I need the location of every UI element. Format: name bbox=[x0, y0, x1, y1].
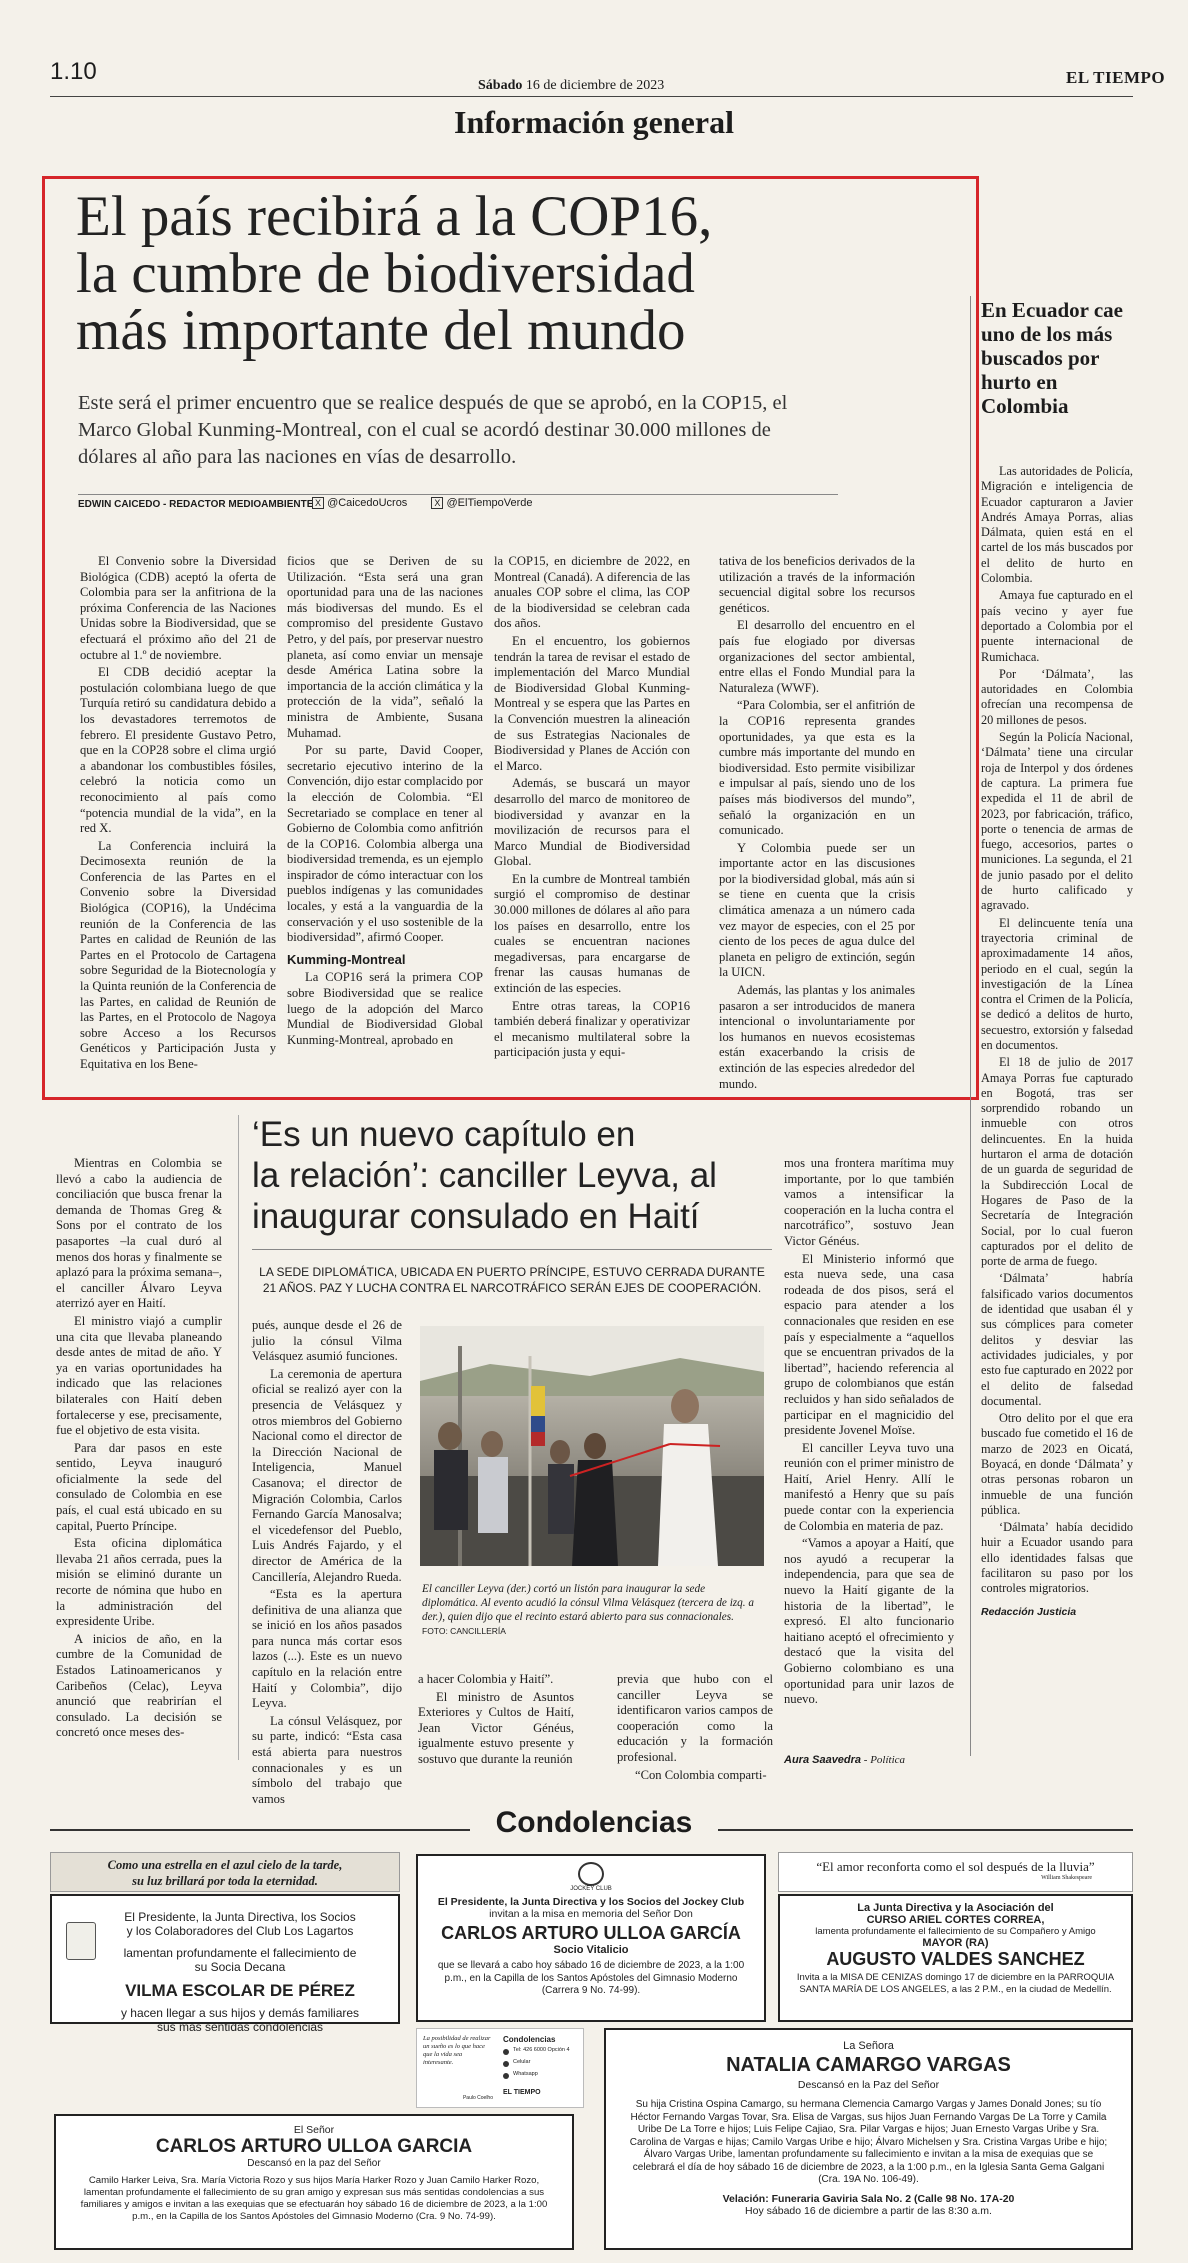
text-line: invitan a la misa en memoria del Señor Don bbox=[489, 1908, 693, 1920]
main-col-2 bbox=[287, 554, 483, 1050]
text-line: CURSO ARIEL CORTES CORREA, bbox=[866, 1914, 1045, 1926]
page-number: 1.10 bbox=[50, 58, 97, 85]
byline-handles bbox=[312, 497, 532, 509]
jockey-logo-icon bbox=[578, 1862, 604, 1886]
signature-section: - Política bbox=[863, 1754, 906, 1766]
paragraph: Otro delito por el que era buscado fue cometido el 16 de marzo de 2023 en Oicatá, Boyacá, en donde ‘Dálmata’ y otras personas robaron un inmueble de una función pública. bbox=[981, 1411, 1133, 1517]
haiti-headline-line: inaugurar consulado en Haití bbox=[252, 1197, 700, 1236]
ad-line: Tel: 426 6000 Opción 4 bbox=[513, 2047, 570, 2053]
paragraph: Entre otras tareas, la COP16 también deberá finalizar y operativizar el mecanismo multilateral sobre la participación justa y equi- bbox=[494, 998, 690, 1060]
deceased-name: CARLOS ARTURO ULLOA GARCÍA bbox=[441, 1923, 741, 1943]
top-rule bbox=[50, 96, 1133, 97]
quote-banner bbox=[50, 1852, 400, 1892]
haiti-headline-line: la relación’: canciller Leyva, al bbox=[252, 1156, 717, 1195]
text-line: El Presidente, la Junta Directiva y los Socios del Jockey Club bbox=[437, 1896, 745, 1908]
side-column-rule bbox=[970, 296, 971, 1756]
main-col-4 bbox=[719, 554, 915, 1094]
deceased-name: AUGUSTO VALDES SANCHEZ bbox=[826, 1949, 1085, 1969]
text-line: lamenta profundamente el fallecimiento de su Compañero y Amigo bbox=[815, 1926, 1096, 1937]
haiti-col-5 bbox=[784, 1156, 954, 1710]
paragraph: Por ‘Dálmata’, las autoridades en Colombia ofrecían una recompensa de 20 millones de pesos. bbox=[981, 666, 1133, 727]
ad-line: Celular bbox=[513, 2059, 531, 2065]
text-line: La Junta Directiva y la Asociación del bbox=[857, 1902, 1054, 1914]
paragraph: El desarrollo del encuentro en el país fue elogiado por diversas organizaciones del sector ambiental, entre ellas el Fondo Mundial para la Naturaleza (WWF). bbox=[719, 618, 915, 695]
paragraph: El ministro de Asuntos Exteriores y Cultos de Haití, Jean Victor Généus, igualmente estuvo presente y sostuvo que durante la reunión bbox=[418, 1689, 574, 1766]
paragraph: En la cumbre de Montreal también surgió el compromiso de destinar 30.000 millones de dólares al año para los países en desarrollo, entre los cuales se encuentran naciones megadiversas, para encargarse de frenar las causas humanas de extinción de las especies. bbox=[494, 871, 690, 996]
paragraph: “Esta es la apertura definitiva de una alianza que se inició en los años pasados para nunca más cortar esos lazos (...). Este es un nuevo capítulo en la relación entre Haití y Colombia”, dijo Leyva. bbox=[252, 1587, 402, 1711]
paragraph: A inicios de año, en la cumbre de la Comunidad de Estados Latinoamericanos y Caribeños (Celac), Leyva anunció que reabrirían el consulado. La decisión se concretó once meses des- bbox=[56, 1631, 222, 1740]
deceased-name: NATALIA CAMARGO VARGAS bbox=[726, 2054, 1011, 2076]
text-line: lamentan profundamente el fallecimiento de bbox=[123, 1946, 357, 1960]
paragraph: El CDB decidió aceptar la postulación colombiana luego de que Turquía retiró su candidatura debido a los devastadores terremotos de febrero. El presidente Gustavo Petro, que en la COP28 sobre el clima urgió a abandonar los combustibles fósiles, celebró la noticia como un reconocimiento al país como “potencia mundial de la vida”, en la red X. bbox=[80, 665, 276, 836]
paragraph: Mientras en Colombia se llevó a cabo la audiencia de conciliación que busca frenar la demanda de Thomas Greg & Sons por el contrato de los pasaportes –la cual duró al menos dos horas y finalmente se aplazó para la próxima semana–, el canciller Álvaro Leyva aterrizó ayer en Haití. bbox=[56, 1156, 222, 1311]
text-line: Descansó en la paz del Señor bbox=[247, 2158, 381, 2169]
condolence-lagartos bbox=[50, 1894, 400, 2034]
paragraph: El delincuente tenía una trayectoria criminal de aproximadamente 14 años, periodo en el cual, según la investigación de la Línea contra el Crimen de la Policía, se dedicó a delitos de hurto, secuestro, extorsión y falsedad en documentos. bbox=[981, 915, 1133, 1052]
club-logo-icon bbox=[66, 1922, 96, 1960]
velacion-line: Velación: Funeraria Gaviria Sala No. 2 (Calle 98 No. 17A-20 bbox=[722, 2192, 1015, 2205]
paragraph: El 18 de julio de 2017 Amaya Porras fue capturado en Bogotá, tras ser sorprendido robando un inmueble con otros delincuentes. En la huida hurtaron el arma de dotación de un guarda de seguridad de la Subdirección Local de Hogares de Paso de la Secretaría de Integración Social, por lo cual fueron capturados por el delito de porte de arma de fuego. bbox=[981, 1055, 1133, 1269]
haiti-headline-rule bbox=[252, 1249, 772, 1250]
paragraph: El ministro viajó a cumplir una cita que llevaba planeando desde antes de mitad de año. Y ya en varias oportunidades ha indicado que las relaciones bilaterales con Haití deben fortalecerse y ese, precisamente, fue el objetivo de esta visita. bbox=[56, 1313, 222, 1438]
side-headline: En Ecuador cae uno de los más buscados por hurto en Colombia bbox=[981, 298, 1123, 418]
main-headline-line: la cumbre de biodiversidad bbox=[76, 242, 695, 305]
side-body bbox=[981, 464, 1133, 1620]
paragraph: En el encuentro, los gobiernos tendrán la tarea de revisar el estado de implementación del Marco Mundial de Biodiversidad Global Kunming-Montreal y se espera que las Partes en la Convención muestren la alineación de sus Estrategias Nacionales de Biodiversidad y Planes de Acción con el Marco. bbox=[494, 633, 690, 773]
condolence-jockey bbox=[416, 1854, 766, 2022]
title-line: Socio Vitalicio bbox=[553, 1944, 629, 1956]
condolence-natalia bbox=[604, 2028, 1133, 2250]
text-body: que se llevará a cabo hoy sábado 16 de diciembre de 2023, a la 1:00 p.m., en la Capilla de los Santos Apóstoles del Gimnasio Moderno (Carrera 9 No. 74-99). bbox=[437, 1960, 745, 1996]
text-line: sus más sentidas condolencias bbox=[156, 2020, 324, 2034]
text-line: La Señora bbox=[843, 2040, 894, 2052]
paragraph: tativa de los beneficios derivados de la utilización a través de la información secuencial digital sobre los recursos genéticos. bbox=[719, 554, 915, 615]
main-headline bbox=[76, 185, 713, 362]
ad-quote: La posibilidad de realizar un sueño es lo que hace que la vida sea interesante. bbox=[423, 2035, 491, 2066]
haiti-deck: LA SEDE DIPLOMÁTICA, UBICADA EN PUERTO PRÍNCIPE, ESTUVO CERRADA DURANTE 21 AÑOS. PAZ Y LUCHA CONTRA EL NARCOTRÁFICO SERÁN EJES DE COOPERACIÓN. bbox=[259, 1265, 765, 1295]
haiti-photo bbox=[420, 1326, 764, 1566]
signature-name: Aura Saavedra bbox=[784, 1754, 862, 1766]
text-line: El Presidente, la Junta Directiva, los Socios bbox=[124, 1910, 356, 1924]
page-date bbox=[478, 78, 664, 94]
caption-credit: FOTO: CANCILLERÍA bbox=[422, 1626, 506, 1636]
byline-author: EDWIN CAICEDO - REDACTOR MEDIOAMBIENTE bbox=[78, 499, 314, 510]
quote-author: William Shakespeare bbox=[1041, 1875, 1092, 1881]
side-signature: Redacción Justicia bbox=[981, 1605, 1077, 1618]
paragraph: la COP15, en diciembre de 2022, en Montreal (Canadá). A diferencia de las anuales COP sobre el clima, las COP de la biodiversidad se celebran cada dos años. bbox=[494, 554, 690, 631]
haiti-col-2 bbox=[252, 1318, 402, 1809]
main-col-1 bbox=[80, 554, 276, 1075]
brand-logo: EL TIEMPO bbox=[1066, 68, 1166, 87]
paragraph: Esta oficina diplomática llevaba 21 años cerrada, pues la misión se eliminó durante un recorte de nómina que hubo en la administración del expresidente Uribe. bbox=[56, 1536, 222, 1629]
condolencias-ad bbox=[416, 2028, 584, 2108]
paragraph: pués, aunque desde el 26 de julio la cónsul Vilma Velásquez asumió funciones. bbox=[252, 1318, 402, 1364]
deceased-name: CARLOS ARTURO ULLOA GARCIA bbox=[155, 2136, 473, 2157]
deceased-name: VILMA ESCOLAR DE PÉREZ bbox=[125, 1981, 355, 2000]
paragraph: ‘Dálmata’ había decidido huir a Ecuador usando para ello identidades falsas que facilitaron su paso por los controles migratorios. bbox=[981, 1520, 1133, 1596]
haiti-col-4 bbox=[617, 1672, 773, 1785]
paragraph: Para dar pasos en este sentido, Leyva inauguró oficialmente la sede del consulado de Colombia en ese país, el cual está ubicado en su capital, Puerto Príncipe. bbox=[56, 1440, 222, 1533]
paragraph: La ceremonia de apertura oficial se realizó ayer con la presencia de Velásquez y otros miembros del Gobierno Nacional como el director de la Dirección Nacional de Inteligencia, Manuel Casanova; el director de Migración Colombia, Carlos Fernando García Manosalva; el vicedefensor del Pueblo, Luis Andrés Fajardo, y el director de América de la Cancillería, Alejandro Rueda. bbox=[252, 1366, 402, 1584]
paragraph: La cónsul Velásquez, por su parte, indicó: “Esta casa está abierta para nuestros connacionales y es un símbolo del trabajo que vamos bbox=[252, 1713, 402, 1806]
section-title: Información general bbox=[454, 104, 734, 140]
ad-line: Whatsapp bbox=[513, 2071, 538, 2077]
paragraph: Y Colombia puede ser un importante actor en las discusiones por la biodiversidad global, más aún si se tiene en cuenta que la crisis climática amenaza a un número cada vez mayor de especies, con el 25 por ciento de los peces de agua dulce del planeta en peligro de extinción, según la UICN. bbox=[719, 840, 915, 980]
paragraph: Además, las plantas y los animales pasaron a ser introducidos de manera intencional o involuntariamente por los humanos en nuevos ecosistemas están exacerbando la crisis de extinción de las especies alrededor del mundo. bbox=[719, 983, 915, 1091]
haiti-signature bbox=[784, 1754, 905, 1766]
condolence-augusto bbox=[778, 1894, 1133, 2022]
text-line: y los Colaboradores del Club Los Lagartos bbox=[126, 1924, 354, 1938]
byline bbox=[78, 499, 313, 510]
text-line: Descansó en la Paz del Señor bbox=[797, 2079, 940, 2091]
haiti-col-3 bbox=[418, 1672, 574, 1770]
paragraph: Amaya fue capturado en el país vecino y ayer fue deportado a Colombia por el puente internacional de Rumichaca. bbox=[981, 588, 1133, 664]
paragraph: La COP16 será la primera COP sobre Biodiversidad que se realice luego de la adopción del Marco Mundial de Biodiversidad Global Kunming-Montreal, aprobado en bbox=[287, 970, 483, 1047]
whatsapp-icon bbox=[503, 2073, 509, 2079]
paragraph: La Conferencia incluirá la Decimosexta reunión de la Conferencia de las Partes en el Convenio sobre la Diversidad Biológica (COP16), la Undécima reunión de la Conferencia de las Partes en calidad de Reunión de las Partes en el Protocolo de Cartagena sobre Seguridad de la Biotecnología y la Quinta reunión de la Conferencia de las Partes, en calidad de Reunión de las Partes, en el Protocolo de Nagoya sobre Acceso a los Recursos Genéticos y Participación Justa y Equitativa en los Bene- bbox=[80, 838, 276, 1071]
x-icon: X bbox=[431, 497, 443, 509]
mobile-icon bbox=[503, 2061, 509, 2067]
text-line: y hacen llegar a sus hijos y demás familiares bbox=[120, 2006, 360, 2020]
section-handle: @ElTiempoVerde bbox=[446, 497, 533, 509]
text-body: Invita a la MISA DE CENIZAS domingo 17 de diciembre en la PARROQUIA SANTA MARÍA DE LOS ANGELES, a las 2 P.M., en la ciudad de Medellín. bbox=[796, 1972, 1115, 1995]
paragraph: “Vamos a apoyar a Haití, que nos ayudó a recuperar la independencia, para que sea de nuevo la Haití gigante de la historia de la libertad”, le expresó. El alto funcionario haitiano aceptó el ofrecimiento y destacó que la visita del Gobierno colombiano es una oportunidad para unir lazos de nuevo. bbox=[784, 1536, 954, 1707]
main-col-3 bbox=[494, 554, 690, 1063]
ad-brand: EL TIEMPO bbox=[503, 2089, 541, 2096]
main-headline-line: El país recibirá a la COP16, bbox=[76, 185, 713, 248]
text-body: Camilo Harker Leiva, Sra. María Victoria Rozo y sus hijos María Harker Rozo y Juan Camilo Harker Rozo, lamentan profundamente el fallecimiento de su gran amigo y expresan sus más sentidas condolencias a sus familiares y amigos e invitan a las exequias que se efectuarán hoy sábado 16 de diciembre de 2023, a la 1:00 p.m., en la Capilla de los Santos Apóstoles del Gimnasio Moderno (Cra. 9 No. 74-99). bbox=[80, 2175, 548, 2222]
quote-line: “El amor reconforta como el sol después de la lluvia” bbox=[816, 1859, 1095, 1874]
paragraph: “Con Colombia comparti- bbox=[635, 1767, 767, 1782]
condolence-carlos bbox=[54, 2114, 574, 2250]
haiti-col-rule bbox=[238, 1115, 239, 1760]
paragraph: Las autoridades de Policía, Migración e inteligencia de Ecuador capturaron a Javier Andrés Amaya Porras, alias Dálmata, quien está en el cartel de los más buscados por el delito de hurto en Colombia. bbox=[981, 464, 1133, 586]
paragraph: mos una frontera marítima muy importante, por lo que también vamos a intensificar la cooperación en la lucha contra el narcotráfico”, sostuvo Jean Victor Généus. bbox=[784, 1156, 954, 1248]
paragraph: El Convenio sobre la Diversidad Biológica (CDB) aceptó la oferta de Colombia para ser la anfitriona de la próxima Conferencia de las Naciones Unidas sobre la Biodiversidad, que se efectuará el próximo año del 21 de octubre al 1.º de noviembre. bbox=[80, 554, 276, 662]
author-handle: @CaicedoUcros bbox=[327, 497, 408, 509]
date-day: Sábado bbox=[478, 78, 523, 93]
text-line: MAYOR (RA) bbox=[922, 1937, 989, 1949]
paragraph: El canciller Leyva tuvo una reunión con el primer ministro de Haití, Ariel Henry. Allí le manifestó a Henry que su país puede contar con la experiencia de Colombia en materia de paz. bbox=[784, 1440, 954, 1533]
main-deck: Este será el primer encuentro que se realice después de que se aprobó, en la COP15, el Marco Global Kunming-Montreal, con el cual se acordó destinar 30.000 millones de dólares al año para las naciones en vías de desarrollo. bbox=[78, 392, 788, 468]
paragraph: ‘Dálmata’ habría falsificado varios documentos de identidad que usaban él y sus cómplices para cometer delitos y desviar las actividades judiciales, y por esto fue capturado en 2022 por el delito de falsedad documental. bbox=[981, 1271, 1133, 1408]
paragraph: El Ministerio informó que esta nueva sede, una casa rodeada de dos pisos, será el espacio para atender a los connacionales que residen en ese país y especialmente a “aquellos que se encuentran privados de la libertad”, haciendo referencia al grupo de colombianos que están recluidos y han sido señalados de participar en el magnicidio del presidente Jovenel Moïse. bbox=[784, 1251, 954, 1438]
haiti-col-1 bbox=[56, 1156, 222, 1743]
paragraph: “Para Colombia, ser el anfitrión de la COP16 representa grandes oportunidades, ya que esta es la cumbre más importante del mundo en biodiversidad. Esto permite visibilizar e impulsar al país, siendo uno de los países más biodiversos del mundo”, señaló la organización en un comunicado. bbox=[719, 698, 915, 838]
velacion-line: Hoy sábado 16 de diciembre a partir de las 8:30 a.m. bbox=[745, 2204, 992, 2217]
text-line: su Socia Decana bbox=[194, 1960, 286, 1974]
paragraph: Además, se buscará un mayor desarrollo del marco de monitoreo de biodiversidad y avanzar en la movilización de recursos para el Marco Mundial de Biodiversidad Global. bbox=[494, 776, 690, 869]
paragraph: ficios que se Deriven de su Utilización. “Esta será una gran oportunidad para una de las naciones más biodiversas del mundo. Es el compromiso del presidente Gustavo Petro, y del país, por preservar nuestro planeta, así como enviar un mensaje desde América Latina sobre la importancia de la acción climática y la protección de la vida”, señaló la ministra de Ambiente, Susana Muhamad. bbox=[287, 554, 483, 740]
text-body: Su hija Cristina Ospina Camargo, su hermana Clemencia Camargo Vargas y James Donald Jones; su tío Héctor Fernando Vargas Tovar, Sra. Elisa de Vargas, sus hijos Juan Fernando Vargas De La Torre y Camila Uribe De La Torre e hijos; Luis Felipe Cajiao, Sra. Pilar Vargas e hijos; Juan Ernesto Vargas Uribe y Sra. Carolina de Vargas e hijas; Camilo Vargas Uribe e hijo; Álvaro Michelsen y Sra. Cristina Vargas Uribe e hijo; Álvaro Vargas Uribe, lamentan profundamente su fallecimiento e invitan a la misa de exequias que se celebrará el día de hoy sábado 16 de diciembre de 2023, a la 1:00 p.m., en la Iglesia Santa Gema Galgani (Cra. 19A No. 106-49). bbox=[629, 2099, 1108, 2185]
haiti-headline-line: ‘Es un nuevo capítulo en bbox=[252, 1115, 636, 1154]
paragraph: Por su parte, David Cooper, secretario ejecutivo interino de la Convención, dijo estar complacido por la elección de Colombia. “El Secretariado se complace en tener al Gobierno de Colombia como anfitrión de la COP16. Colombia alberga una biodiversidad tremenda, es un ejemplo inspirador de cómo interactuar con los pueblos indígenas y las comunidades locales, y está a la vanguardia de la conservación y el uso sostenible de la biodiversidad”, afirmó Cooper. bbox=[287, 743, 483, 945]
ad-title: Condolencias bbox=[503, 2035, 556, 2044]
x-icon: X bbox=[312, 497, 324, 509]
quote-line: Como una estrella en el azul cielo de la tarde, bbox=[107, 1858, 343, 1872]
paragraph: a hacer Colombia y Haití”. bbox=[418, 1672, 554, 1686]
text-line: El Señor bbox=[293, 2124, 335, 2136]
haiti-headline bbox=[252, 1114, 717, 1237]
subhead: Kumming-Montreal bbox=[287, 951, 406, 967]
quote-lluvia bbox=[778, 1852, 1133, 1892]
date-rest: 16 de diciembre de 2023 bbox=[525, 78, 665, 93]
condolencias-title: Condolencias bbox=[495, 1806, 693, 1839]
caption-text: El canciller Leyva (der.) cortó un listón para inaugurar la sede diplomática. Al evento acudió la cónsul Vilma Velásquez (tercera de izq. a der.), quien dijo que el recinto estará abierto para sus connacionales. bbox=[422, 1583, 754, 1623]
ad-quote-author: Paulo Coelho bbox=[462, 2095, 493, 2101]
photo-caption bbox=[422, 1582, 762, 1638]
main-headline-line: más importante del mundo bbox=[76, 299, 686, 362]
paragraph: Según la Policía Nacional, ‘Dálmata’ tiene una circular roja de Interpol y dos órdenes de captura. La primera fue expedida el 11 de abril de 2023, por fabricación, tráfico, porte o tenencia de armas de fuego, accesorios, partes o municiones. La segunda, el 21 de junio pasado por el delito de hurto calificado y agravado. bbox=[981, 730, 1133, 913]
byline-rule bbox=[78, 494, 838, 495]
paragraph: previa que hubo con el canciller Leyva se identificaron varios campos de cooperación como la educación y la formación profesional. bbox=[617, 1672, 773, 1764]
quote-line: su luz brillará por toda la eternidad. bbox=[132, 1874, 318, 1888]
phone-icon bbox=[503, 2049, 509, 2055]
jockey-logo-text: JOCKEY CLUB bbox=[570, 1886, 612, 1892]
